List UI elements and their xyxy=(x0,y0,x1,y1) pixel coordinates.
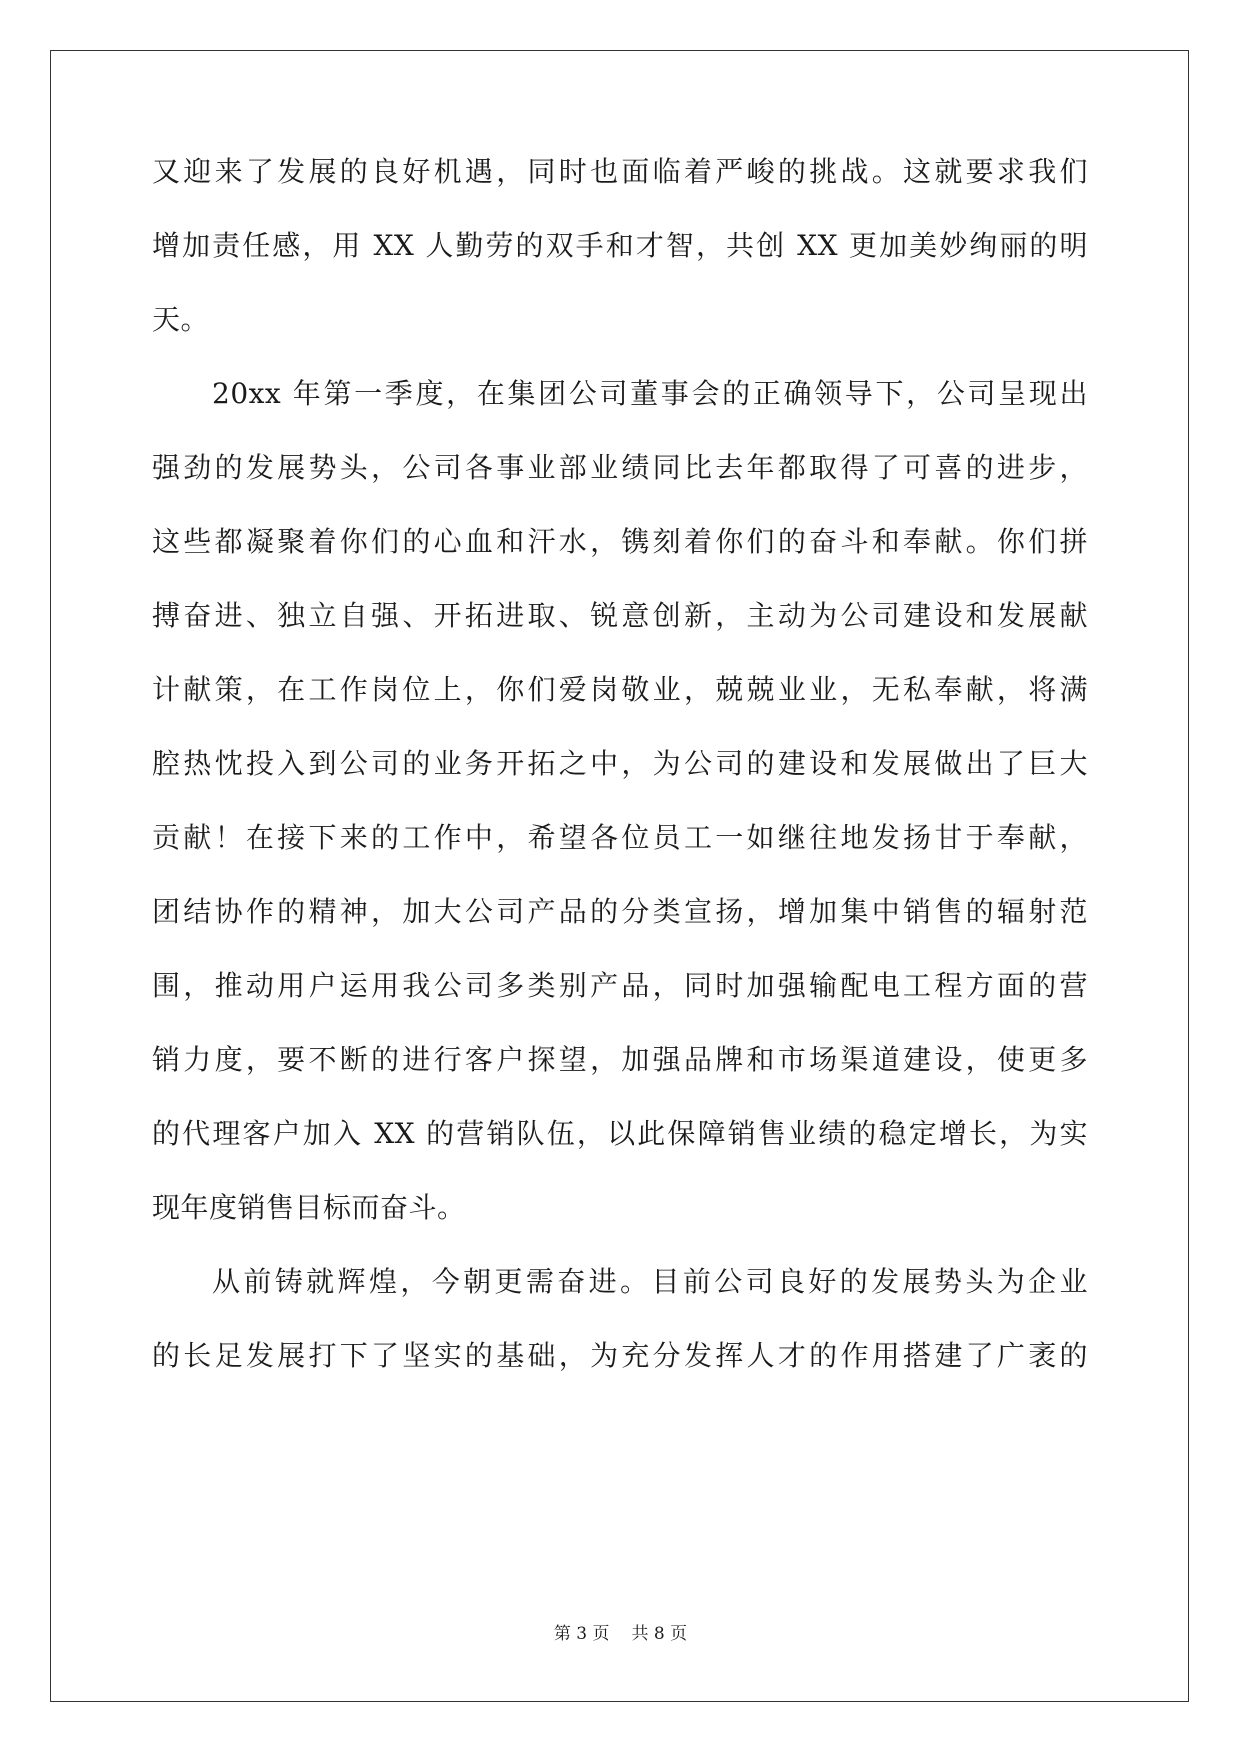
text-line: 这些都凝聚着你们的心血和汗水，镌刻着你们的奋斗和奉献。你们拼 xyxy=(152,525,1088,558)
text-line: 又迎来了发展的良好机遇，同时也面临着严峻的挑战。这就要求我们 xyxy=(152,155,1088,188)
text-line: 贡献！在接下来的工作中，希望各位员工一如继往地发扬甘于奉献， xyxy=(152,821,1088,854)
text-line: 天。 xyxy=(152,303,210,336)
page-border xyxy=(50,50,1189,1702)
text-line: 强劲的发展势头，公司各事业部业绩同比去年都取得了可喜的进步， xyxy=(152,451,1088,484)
text-line: 围，推动用户运用我公司多类别产品，同时加强输配电工程方面的营 xyxy=(152,969,1088,1002)
text-line: 搏奋进、独立自强、开拓进取、锐意创新，主动为公司建设和发展献 xyxy=(152,599,1088,632)
page-number: 第 3 页 xyxy=(553,1624,610,1644)
text-line: 计献策，在工作岗位上，你们爱岗敬业，兢兢业业，无私奉献，将满 xyxy=(152,673,1088,706)
text-line: 增加责任感，用 XX 人勤劳的双手和才智，共创 XX 更加美妙绚丽的明 xyxy=(152,229,1088,262)
paragraph-first-line: 20xx 年第一季度，在集团公司董事会的正确领导下，公司呈现出 xyxy=(212,377,1088,410)
text-line: 的代理客户加入 XX 的营销队伍，以此保障销售业绩的稳定增长，为实 xyxy=(152,1117,1088,1150)
paragraph-first-line: 从前铸就辉煌，今朝更需奋进。目前公司良好的发展势头为企业 xyxy=(212,1265,1088,1298)
text-line: 现年度销售目标而奋斗。 xyxy=(152,1191,466,1224)
text-line: 销力度，要不断的进行客户探望，加强品牌和市场渠道建设，使更多 xyxy=(152,1043,1088,1076)
text-line: 团结协作的精神，加大公司产品的分类宣扬，增加集中销售的辐射范 xyxy=(152,895,1088,928)
page-footer xyxy=(0,1622,1241,1646)
page-total: 共 8 页 xyxy=(631,1624,688,1644)
text-line: 腔热忱投入到公司的业务开拓之中，为公司的建设和发展做出了巨大 xyxy=(152,747,1088,780)
text-line: 的长足发展打下了坚实的基础，为充分发挥人才的作用搭建了广袤的 xyxy=(152,1339,1088,1372)
